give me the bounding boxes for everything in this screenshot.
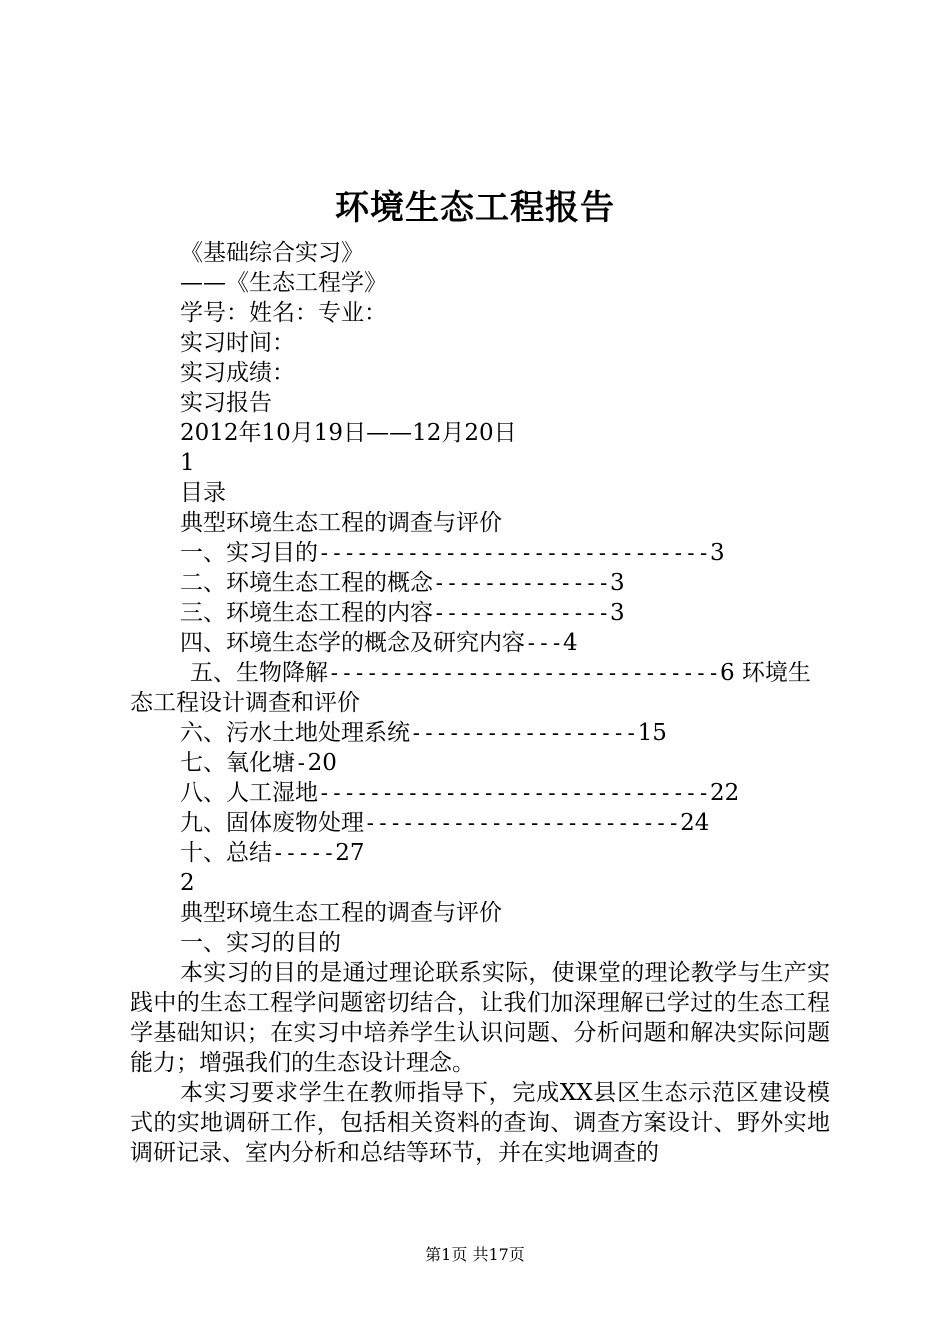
- document-body: [130, 238, 830, 1168]
- date-range: 2012年10月19日——12月20日: [180, 420, 517, 446]
- document-title: 环境生态工程报告: [335, 188, 615, 228]
- toc-entry: 四、环境生态学的概念及研究内容---4: [180, 630, 578, 656]
- body-paragraph: 本实习要求学生在教师指导下，完成XX县区生态示范区建设模式的实地调研工作，包括相关资料的查询、调查方案设计、野外实地调研记录、室内分析和总结等环节，并在实地调查的: [130, 1080, 830, 1166]
- toc-entry: 十、总结-----27: [180, 840, 365, 866]
- page-footer: 第1页 共17页: [425, 1245, 525, 1264]
- body-paragraph: 本实习的目的是通过理论联系实际，使课堂的理论教学与生产实践中的生态工程学问题密切结合，让我们加深理解已学过的生态工程学基础知识；在实习中培养学生认识问题、分析问题和解决实际问题能力；增强我们的生态设计理念。: [130, 960, 830, 1076]
- text-line: 实习成绩：: [180, 360, 295, 386]
- text-line: 学号：姓名：专业：: [180, 300, 387, 326]
- toc-entry: 九、固体废物处理-------------------------24: [180, 810, 710, 836]
- text-line: 《基础综合实习》: [180, 240, 364, 266]
- toc-heading: 目录: [180, 480, 226, 506]
- page-number-marker: 2: [180, 870, 195, 896]
- toc-entry: 五、生物降解-------------------------------6 环境生: [190, 660, 811, 686]
- toc-entry: 二、环境生态工程的概念--------------3: [180, 570, 625, 596]
- toc-entry-continuation: 态工程设计调查和评价: [130, 690, 360, 716]
- toc-entry: 三、环境生态工程的内容--------------3: [180, 600, 625, 626]
- text-line: 实习报告: [180, 390, 272, 416]
- toc-entry: 七、氧化塘-20: [180, 750, 337, 776]
- toc-entry: 一、实习目的-------------------------------3: [180, 540, 725, 566]
- section-heading: 典型环境生态工程的调查与评价: [180, 900, 502, 926]
- toc-entry: 六、污水土地处理系统------------------15: [180, 720, 667, 746]
- page-number-marker: 1: [180, 450, 195, 476]
- text-line: 实习时间：: [180, 330, 295, 356]
- toc-entry: 八、人工湿地-------------------------------22: [180, 780, 740, 806]
- toc-subheading: 典型环境生态工程的调查与评价: [180, 510, 502, 536]
- text-line: ——《生态工程学》: [180, 270, 387, 296]
- section-subheading: 一、实习的目的: [180, 930, 341, 956]
